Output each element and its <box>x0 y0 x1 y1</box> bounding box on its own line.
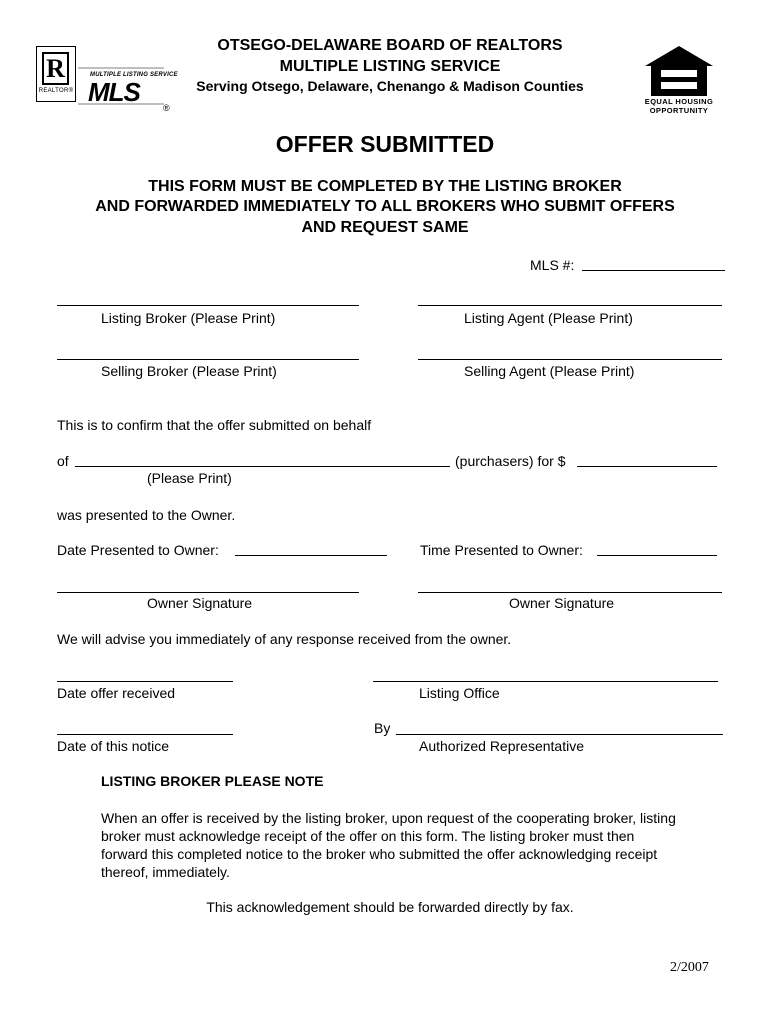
equal-housing-line2: OPPORTUNITY <box>649 106 709 115</box>
date-offer-received-field[interactable] <box>57 681 233 682</box>
listing-broker-label: Listing Broker (Please Print) <box>101 310 276 326</box>
owner-signature-field-1[interactable] <box>57 592 359 593</box>
listing-agent-label: Listing Agent (Please Print) <box>464 310 633 326</box>
of-label: of <box>57 453 69 469</box>
equal-housing-line1: EQUAL HOUSING <box>644 97 714 106</box>
note-heading: LISTING BROKER PLEASE NOTE <box>101 773 324 789</box>
realtor-letter: R <box>42 52 69 85</box>
board-name: OTSEGO-DELAWARE BOARD OF REALTORS <box>217 37 563 54</box>
instruction-line-2: AND FORWARDED IMMEDIATELY TO ALL BROKERS WHO SUBMIT OFFERS <box>95 198 675 215</box>
listing-office-field[interactable] <box>373 681 718 682</box>
fax-instruction: This acknowledgement should be forwarded directly by fax. <box>206 899 574 915</box>
authorized-representative-label: Authorized Representative <box>419 738 584 754</box>
page-title: OFFER SUBMITTED <box>275 131 495 157</box>
time-presented-label: Time Presented to Owner: <box>420 542 583 558</box>
listing-agent-field[interactable] <box>418 305 722 306</box>
purchasers-label: (purchasers) for $ <box>455 453 566 469</box>
date-of-notice-field[interactable] <box>57 734 233 735</box>
date-presented-field[interactable] <box>235 555 387 556</box>
owner-signature-field-2[interactable] <box>418 592 722 593</box>
selling-broker-field[interactable] <box>57 359 359 360</box>
selling-agent-field[interactable] <box>418 359 722 360</box>
mls-service-label: MULTIPLE LISTING SERVICE <box>90 72 178 78</box>
confirm-text: This is to confirm that the offer submitted on behalf <box>57 417 372 433</box>
realtor-word: REALTOR® <box>38 88 74 94</box>
authorized-representative-field[interactable] <box>396 734 723 735</box>
date-presented-label: Date Presented to Owner: <box>57 542 219 558</box>
equal-housing-icon <box>645 46 713 96</box>
registered-mark: ® <box>163 103 170 113</box>
offer-amount-field[interactable] <box>577 466 717 467</box>
mls-number-field[interactable] <box>582 270 725 271</box>
note-paragraph <box>101 809 741 881</box>
advise-text: We will advise you immediately of any response received from the owner. <box>57 631 512 647</box>
selling-broker-label: Selling Broker (Please Print) <box>101 363 277 379</box>
note-line-3: forward this completed notice to the broker who submitted the offer acknowledging receipt <box>101 846 658 862</box>
mls-logo-text: MLS <box>88 77 140 107</box>
note-line-2: broker must acknowledge receipt of the offer on this form. The listing broker must then <box>101 828 635 844</box>
date-offer-received-label: Date offer received <box>57 685 176 701</box>
note-line-4: thereof, immediately. <box>101 864 230 880</box>
service-name: MULTIPLE LISTING SERVICE <box>279 58 501 75</box>
note-line-1: When an offer is received by the listing broker, upon request of the cooperating broker, listing <box>101 810 676 826</box>
realtor-box <box>36 46 76 102</box>
service-area: Serving Otsego, Delaware, Chenango & Madison Counties <box>196 78 584 94</box>
selling-agent-label: Selling Agent (Please Print) <box>464 363 635 379</box>
owner-signature-label-1: Owner Signature <box>147 595 253 611</box>
by-label: By <box>374 720 391 736</box>
instruction-line-1: THIS FORM MUST BE COMPLETED BY THE LISTING BROKER <box>148 178 622 195</box>
time-presented-field[interactable] <box>597 555 717 556</box>
instruction-line-3: AND REQUEST SAME <box>301 219 469 236</box>
please-print-label: (Please Print) <box>147 470 232 486</box>
listing-office-label: Listing Office <box>419 685 500 701</box>
purchasers-field[interactable] <box>75 466 450 467</box>
mls-number-label: MLS #: <box>530 257 575 273</box>
listing-broker-field[interactable] <box>57 305 359 306</box>
owner-signature-label-2: Owner Signature <box>509 595 615 611</box>
equal-housing-text <box>624 97 734 115</box>
form-revision-date: 2/2007 <box>670 960 709 975</box>
presented-text: was presented to the Owner. <box>57 507 236 523</box>
date-of-notice-label: Date of this notice <box>57 738 170 754</box>
